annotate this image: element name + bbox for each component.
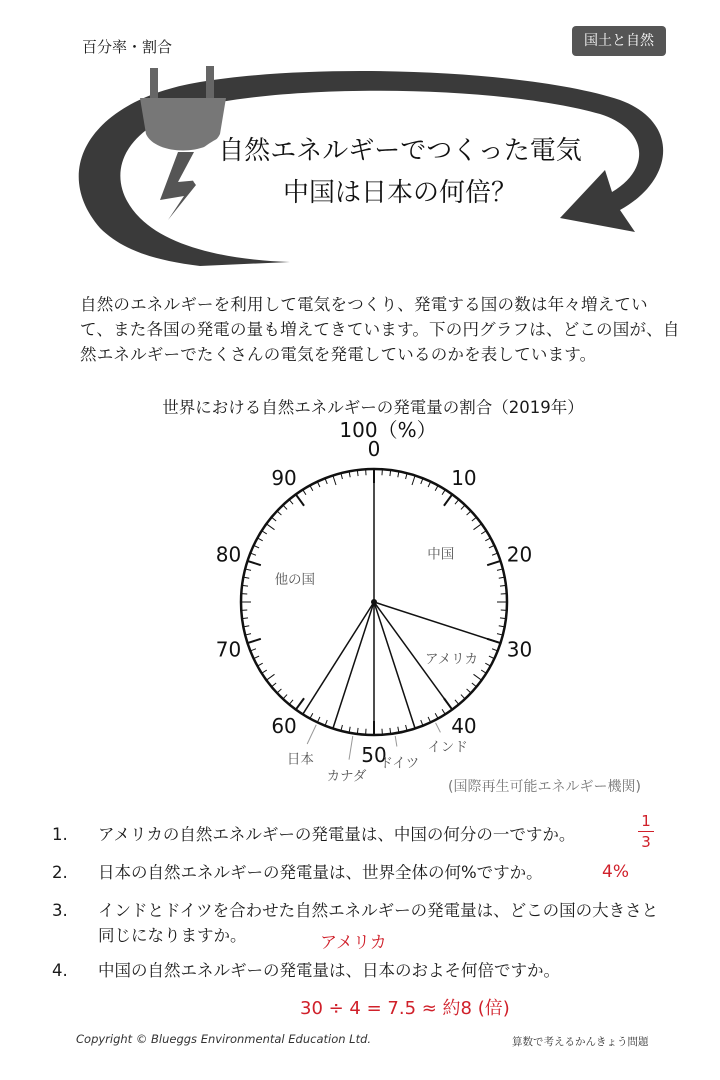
- leader-line: [436, 723, 441, 732]
- tick-mark: [442, 709, 445, 714]
- answer-1-fraction: [636, 812, 656, 851]
- slice-label: アメリカ: [424, 651, 479, 668]
- slice-lines: [303, 469, 501, 735]
- question-number: 1.: [52, 825, 68, 844]
- tick-label: 50: [361, 743, 387, 767]
- tick-mark: [472, 683, 477, 687]
- tick-mark: [310, 713, 313, 718]
- chart-top-label: 100（%）: [339, 418, 437, 442]
- tick-label: 10: [451, 466, 477, 491]
- tick-mark: [333, 476, 336, 486]
- slice-label: インド: [427, 739, 468, 756]
- intro-paragraph: 自然のエネルギーを利用して電気をつくり、発電する国の数は年々増えていて、また各国の発電の量も増えてきています。下の円グラフは、どこの国が、自然エネルギーでたくさんの電気を発電しているのかを表しています。: [80, 295, 680, 364]
- tick-mark: [412, 476, 415, 486]
- tick-mark: [481, 531, 486, 534]
- slice-boundary: [303, 602, 374, 714]
- tick-label: 20: [506, 542, 533, 567]
- tick-mark: [257, 663, 262, 666]
- answer-3: アメリカ: [320, 933, 387, 953]
- tick-mark: [266, 524, 274, 530]
- tick-mark: [461, 695, 465, 699]
- title-line-2: 中国は日本の何倍？: [282, 178, 517, 208]
- tick-mark: [277, 511, 281, 515]
- slice-label: 日本: [286, 751, 314, 768]
- question-text: 日本の自然エネルギーの発電量は、世界全体の何%ですか。: [98, 863, 543, 882]
- question-number: 2.: [52, 863, 68, 882]
- tick-mark: [262, 670, 267, 673]
- tick-mark: [254, 656, 259, 659]
- tick-mark: [428, 482, 431, 487]
- tick-mark: [489, 545, 494, 548]
- tick-mark: [248, 561, 261, 565]
- chart-title: 世界における自然エネルギーの発電量の割合（2019年）: [162, 398, 584, 417]
- tick-label: 90: [271, 466, 297, 491]
- tick-mark: [272, 683, 277, 687]
- series-name: 算数で考えるかんきょう問題: [512, 1036, 649, 1048]
- tick-mark: [435, 713, 438, 718]
- question-text: 中国の自然エネルギーの発電量は、日本のおよそ何倍ですか。: [98, 961, 560, 980]
- tick-label: 70: [215, 637, 242, 662]
- tick-label: 40: [451, 713, 477, 738]
- slice-boundary: [374, 602, 500, 643]
- topic-tag: 国土と自然: [572, 26, 666, 56]
- question-number: 3.: [52, 901, 68, 920]
- tick-mark: [283, 505, 287, 509]
- tick-mark: [485, 663, 490, 666]
- title-banner: [60, 60, 680, 280]
- tick-mark: [248, 639, 261, 643]
- tick-mark: [444, 494, 452, 505]
- tick-mark: [266, 674, 274, 680]
- tick-mark: [283, 695, 287, 699]
- tick-mark: [303, 490, 306, 495]
- tick-mark: [277, 689, 281, 693]
- tick-mark: [296, 698, 304, 709]
- tick-mark: [461, 505, 465, 509]
- fraction-denominator: 3: [641, 833, 651, 851]
- tick-mark: [487, 561, 500, 565]
- tick-mark: [257, 538, 262, 541]
- answer-4: 30 ÷ 4 = 7.5 ≈ 約8 (倍): [300, 998, 510, 1019]
- tick-mark: [296, 494, 304, 505]
- slice-label: 中国: [427, 546, 455, 563]
- fraction-numerator: 1: [641, 812, 651, 830]
- tick-mark: [272, 517, 277, 521]
- tick-mark: [474, 674, 482, 680]
- question-text: アメリカの自然エネルギーの発電量は、中国の何分の一ですか。: [98, 825, 576, 844]
- slice-label: 他の国: [274, 571, 316, 588]
- question-number: 4.: [52, 961, 68, 980]
- slice-label: カナダ: [326, 768, 367, 785]
- chart-source: (国際再生可能エネルギー機関): [448, 779, 641, 795]
- slice-boundary: [333, 602, 374, 728]
- chart-center: [371, 599, 377, 605]
- tick-mark: [289, 700, 293, 705]
- leader-line: [349, 736, 353, 760]
- tick-mark: [435, 485, 438, 490]
- answer-2: 4%: [602, 862, 629, 882]
- tick-mark: [254, 545, 259, 548]
- pie-chart: [200, 418, 560, 798]
- slice-boundary: [374, 602, 415, 728]
- tick-mark: [467, 689, 471, 693]
- tick-mark: [442, 490, 445, 495]
- tick-mark: [310, 485, 313, 490]
- tick-mark: [317, 482, 320, 487]
- tick-mark: [489, 656, 494, 659]
- tick-mark: [262, 531, 267, 534]
- tick-mark: [455, 500, 459, 505]
- slice-label: ドイツ: [379, 755, 420, 772]
- tick-mark: [317, 717, 320, 722]
- tick-label: 80: [215, 542, 242, 567]
- tick-mark: [472, 517, 477, 521]
- tick-mark: [474, 524, 482, 530]
- tick-mark: [467, 511, 471, 515]
- tick-mark: [289, 500, 293, 505]
- tick-label: 30: [506, 637, 533, 662]
- leader-line: [395, 736, 397, 747]
- question-text: インドとドイツを合わせた自然エネルギーの発電量は、どこの国の大きさと同じになりますか。: [98, 901, 659, 945]
- tick-mark: [485, 538, 490, 541]
- tick-mark: [428, 717, 431, 722]
- category-label: 百分率・割合: [82, 38, 173, 56]
- copyright: Copyright © Blueggs Environmental Education Ltd.: [76, 1032, 372, 1046]
- leader-line: [307, 725, 316, 744]
- tick-label: 0: [367, 437, 381, 461]
- title-line-1: 自然エネルギーでつくった電気: [218, 136, 582, 166]
- tick-label: 60: [271, 713, 297, 738]
- tick-mark: [455, 700, 459, 705]
- tick-mark: [481, 670, 486, 673]
